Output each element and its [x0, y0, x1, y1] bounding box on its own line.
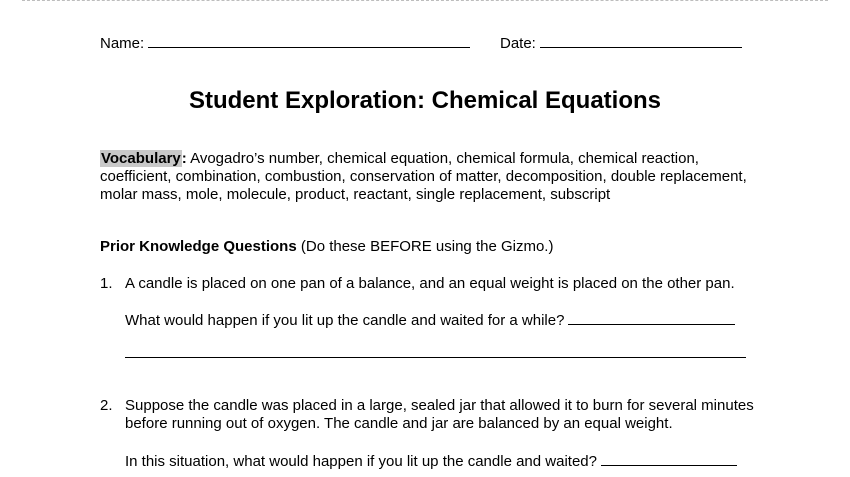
header-fields [100, 33, 746, 53]
prior-knowledge-title: Prior Knowledge Questions [100, 238, 297, 255]
answer-blank-line[interactable] [568, 310, 735, 325]
question-2-prompt [125, 451, 737, 470]
prior-knowledge-note: (Do these BEFORE using the Gizmo.) [296, 238, 554, 255]
question-text: A candle is placed on one pan of a balance, and an equal weight is placed on the other pan. [125, 275, 735, 292]
question-number: 1. [100, 275, 113, 292]
vocabulary-colon: : [181, 150, 187, 167]
question-text: Suppose the candle was placed in a large, sealed jar that allowed it to burn for several minutes before running out of oxygen. The candle and jar are balanced by an equal weight. [125, 397, 754, 432]
prior-knowledge-heading [100, 238, 553, 255]
answer-blank-line[interactable] [125, 357, 746, 358]
date-label: Date: [500, 35, 536, 52]
vocabulary-terms: Avogadro’s number, chemical equation, chemical formula, chemical reaction, coefficient, combination, combustion, conservation of matter, decomposition, double replacement, molar mass, mole, molecule, product, reactant, single replacement, subscript [100, 150, 747, 203]
page-top-dashed-border [22, 0, 828, 1]
question-prompt-text: What would happen if you lit up the candle and waited for a while? [125, 312, 565, 329]
date-field[interactable] [500, 33, 742, 52]
page-title: Student Exploration: Chemical Equations [188, 87, 662, 114]
question-number: 2. [100, 397, 113, 414]
answer-blank-line[interactable] [601, 451, 737, 466]
vocabulary-paragraph [100, 150, 760, 204]
date-blank-line[interactable] [540, 33, 742, 48]
question-1-prompt [125, 310, 735, 329]
question-prompt-text: In this situation, what would happen if you lit up the candle and waited? [125, 453, 597, 470]
vocabulary-label: Vocabulary [101, 150, 181, 167]
name-label: Name: [100, 35, 145, 52]
name-field[interactable] [100, 33, 470, 52]
name-blank-line[interactable] [148, 33, 470, 48]
